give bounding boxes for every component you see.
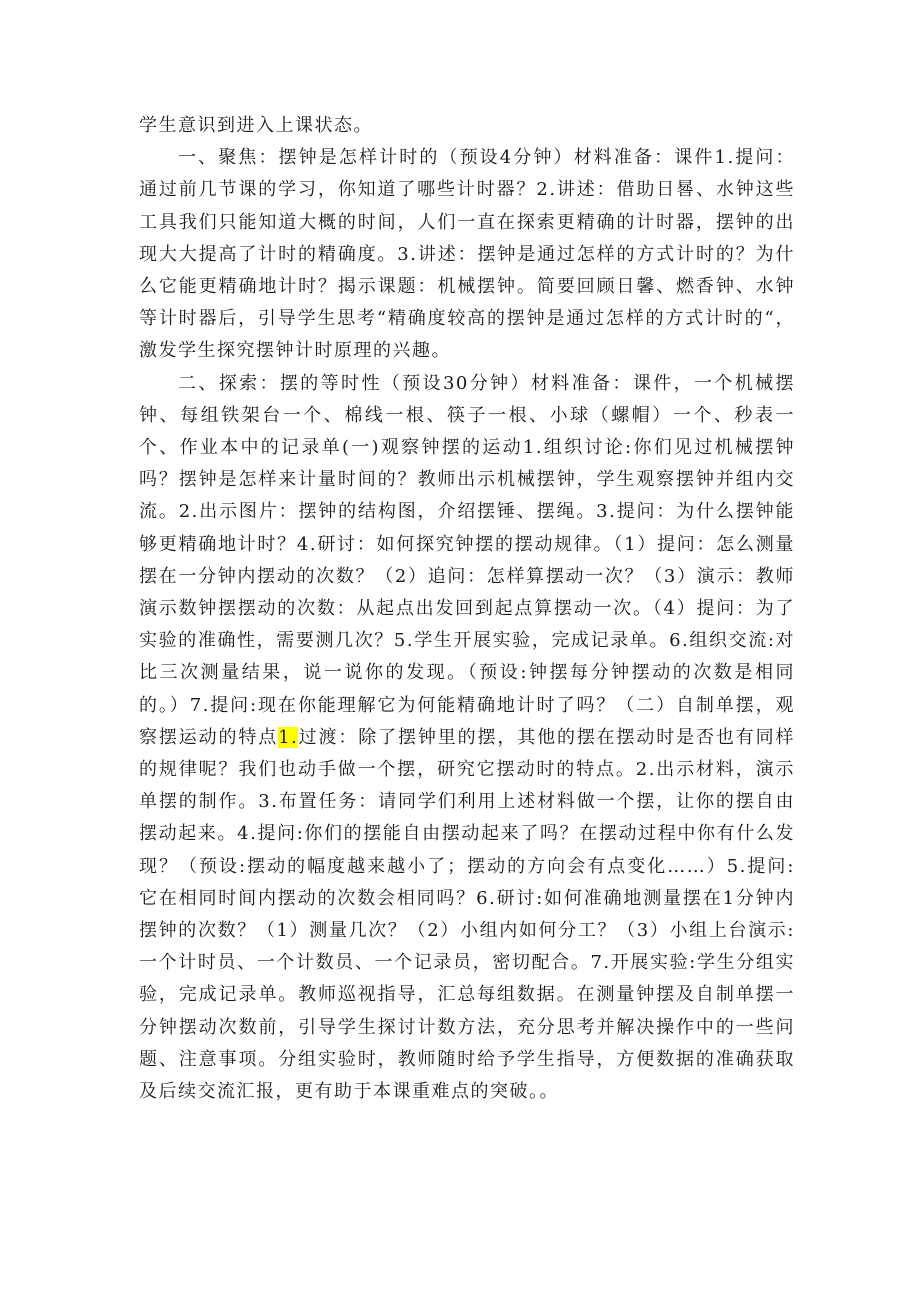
highlighted-step-number: 1. [278,726,299,748]
explore-text-after-highlight: 过渡：除了摆钟里的摆，其他的摆在摆动时是否也有同样的规律呢？我们也动手做一个摆，研究它摆动时的特点。2.出示材料，演示单摆的制作。3.布置任务：请同学们利用上述材料做一个摆，让你的摆自由摆动起来。4.提问:你们的摆能自由摆动起来了吗？在摆动过程中你有什么发现？（预设:摆动的幅度越来越小了；摆动的方向会有点变化……）5.提问:它在相同时间内摆动的次数会相同吗？6.研讨:如何准确地测量摆在1分钟内摆钟的次数？（1）测量几次？（2）小组内如何分工？（3）小组上台演示:一个计时员、一个计数员、一个记录员，密切配合。7.开展实验:学生分组实验，完成记录单。教师巡视指导，汇总每组数据。在测量钟摆及自制单摆一分钟摆动次数前，引导学生探讨计数方法，充分思考并解决操作中的一些问题、注意事项。分组实验时，教师随时给予学生指导，方便数据的准确获取及后续交流汇报，更有助于本课重难点的突破。。 [139,726,796,1103]
paragraph-intro-continuation: 学生意识到进入上课状态。 [139,115,373,136]
paragraph-explore-section [139,368,795,1109]
document-body [139,110,795,1108]
explore-text-before-highlight: 二、探索：摆的等时性（预设30分钟）材料准备：课件，一个机械摆钟、每组铁架台一个、棉线一根、筷子一根、小球（螺帽）一个、秒表一个、作业本中的记录单(一)观察钟摆的运动1.组织讨论:你们见过机械摆钟吗？摆钟是怎样来计量时间的？教师出示机械摆钟，学生观察摆钟并组内交流。2.出示图片：摆钟的结构图，介绍摆锤、摆绳。3.提问：为什么摆钟能够更精确地计时？4.研讨：如何探究钟摆的摆动规律。（1）提问：怎么测量摆在一分钟内摆动的次数？（2）追问：怎样算摆动一次？（3）演示：教师演示数钟摆摆动的次数：从起点出发回到起点算摆动一次。（4）提问：为了实验的准确性，需要测几次？5.学生开展实验，完成记录单。6.组织交流:对比三次测量结果，说一说你的发现。（预设:钟摆每分钟摆动的次数是相同的。）7.提问:现在你能理解它为何能精确地计时了吗？（二）自制单摆，观察摆运动的特点 [139,372,795,748]
paragraph-focus-section: 一、聚焦：摆钟是怎样计时的（预设4分钟）材料准备：课件1.提问：通过前几节课的学习，你知道了哪些计时器？2.讲述：借助日晷、水钟这些工具我们只能知道大概的时间，人们一直在探索更精确的计时器，摆钟的出现大大提高了计时的精确度。3.讲述：摆钟是通过怎样的方式计时的？为什么它能更精确地计时？揭示课题：机械摆钟。简要回顾日馨、燃香钟、水钟等计时器后，引导学生思考“精确度较高的摆钟是通过怎样的方式计时的“，激发学生探究摆钟计时原理的兴趣。 [139,147,795,362]
